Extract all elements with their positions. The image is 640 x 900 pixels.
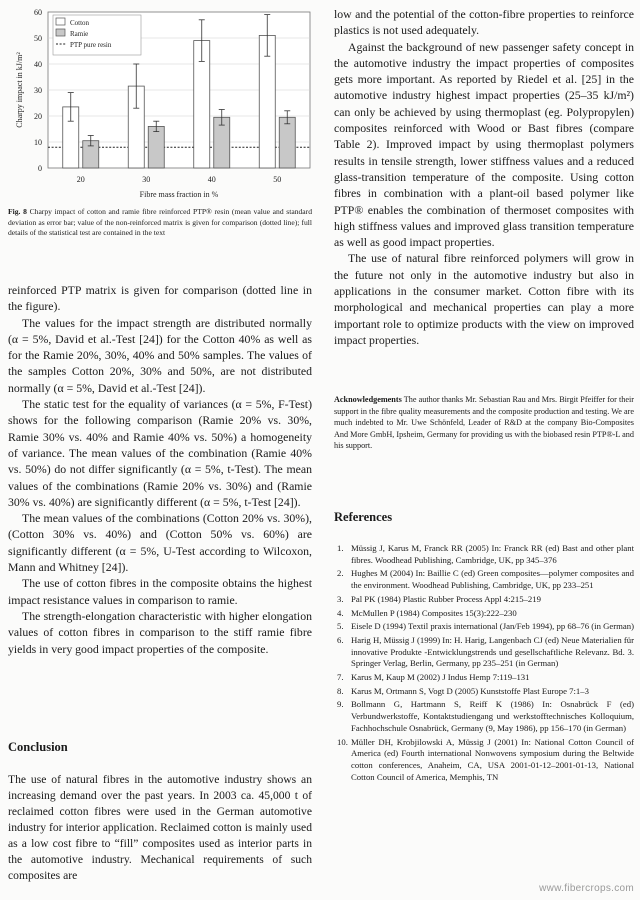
reference-item — [334, 568, 634, 591]
watermark: www.fibercrops.com — [539, 883, 634, 894]
legend-swatch — [56, 29, 65, 36]
left-paragraph: The use of cotton fibres in the composite obtains the highest impact resistance values in comparison to ramie. — [8, 576, 312, 607]
reference-number: 9. — [337, 699, 344, 710]
right-paragraph: Against the background of new passenger safety concept in the automotive industry the impact properties of composites gets more important. As reported by Riedel et al. [25] in the automotive industry highest impact properties (25–35 kJ/m²) can only be achieved by using thermoplast (eg. Polypropylen) composites reinforced with Wood or Bast fibres (compare Table 2). Improved impact by using thermoplast polymers results in tensile strength, lower stiffness values and a reduced glass-transition temperature of the composite. Using cotton fibres in combination with a plant-oil based polymer like PTP® enables the combination of thermoset composites with high stiffness values and improved glass transition temperature as well as good impact properties. — [334, 39, 634, 250]
reference-item — [334, 672, 634, 684]
y-tick-label: 30 — [34, 86, 42, 95]
reference-text: Hughes M (2004) In: Baillie C (ed) Green composites—polymer composites and the environment. Woodhead Publishing, Cambridge, UK, pp 233–251 — [351, 568, 634, 591]
legend-label: PTP pure resin — [70, 41, 112, 49]
y-tick-label: 40 — [34, 60, 42, 69]
reference-number: 1. — [337, 543, 344, 553]
reference-number: 8. — [337, 685, 344, 696]
y-tick-label: 10 — [34, 138, 42, 147]
caption-label: Fig. 8 — [8, 207, 27, 216]
reference-text: Karus M, Kaup M (2002) J Indus Hemp 7:119–131 — [351, 672, 530, 683]
acknowledgements-label: Acknowledgements — [334, 395, 402, 404]
x-tick-label: 30 — [142, 175, 151, 184]
x-tick-label: 40 — [207, 175, 216, 184]
reference-text: Müssig J, Karus M, Franck RR (2005) In: Franck RR (ed) Bast and other plant fibres. Woodhead Publishing, Cambridge, UK, pp 345–376 — [351, 543, 634, 565]
reference-number: 2. — [337, 568, 344, 579]
caption-text: Charpy impact of cotton and ramie fibre reinforced PTP® resin (mean value and standard deviation as error bar; value of the non-reinforced matrix is given for comparison (dotted line); full details of the statistical test are contained in the text — [8, 207, 313, 237]
figure-caption — [8, 207, 312, 239]
reference-item — [334, 635, 634, 670]
reference-list — [334, 543, 634, 785]
left-column-text — [8, 282, 312, 657]
left-paragraph: The strength-elongation characteristic with higher elongation values of cotton fibres in comparison to the stiff ramie fibre yields in very good impact properties of the composite. — [8, 608, 312, 656]
reference-item — [334, 686, 634, 698]
bar-ramie — [279, 117, 295, 168]
legend-box — [53, 15, 141, 55]
right-column-text — [334, 6, 634, 348]
left-paragraph: The static test for the equality of variances (α = 5%, F-Test) shows for the following comparison (Ramie 20% vs. 30%, Ramie 30% vs. 40% and Ramie 40% vs. 50%) a homogeneity of variance. The mean values of the combination (Ramie 40% vs. 50%) do not differ significantly (α = 5%, t-Test). The mean values of the combinations (Ramie 20% vs. 30%) and (Ramie 30% vs. 40%) are significantly different (α = 5%, t-Test [24]). — [8, 397, 312, 509]
legend-label: Cotton — [70, 19, 90, 27]
left-paragraph: The values for the impact strength are distributed normally (α = 5%, David et al.-Test [24]) for the Cotton 40% as well as for the Ramie 20%, 30%, 40% and 50% samples. The values of the samples Cotton 20%, 30% and 50%, are not distributed normally (α = 5%, David et al.-Test [24]). — [8, 315, 312, 395]
reference-item — [334, 621, 634, 633]
reference-text: Müller DH, Krobjilowski A, Müssig J (2001) In: National Cotton Council of America (ed) Fourth international Nonwovens symposium during the Beltwide cotton conferences, Anaheim, CA, USA 2001-01-12–2001-01-13, National Cotton Council of America, Memphis, TN — [351, 736, 634, 782]
reference-text: Karus M, Ortmann S, Vogt D (2005) Kunststoffe Plast Europe 7:1–3 — [351, 685, 589, 696]
legend-swatch — [56, 18, 65, 25]
left-paragraph: reinforced PTP matrix is given for comparison (dotted line in the figure). — [8, 283, 312, 314]
reference-text: McMullen P (1984) Composites 15(3):222–230 — [351, 607, 517, 618]
reference-text: Eisele D (1994) Textil praxis international (Jan/Feb 1994), pp 68–76 (in German) — [351, 621, 634, 632]
reference-item — [334, 737, 634, 784]
y-axis-label: Charpy impact in kJ/m² — [15, 52, 24, 128]
reference-item — [334, 608, 634, 620]
references-heading: References — [334, 510, 393, 524]
right-paragraph: The use of natural fibre reinforced polymers will grow in the future not only in the automotive industry but also in applications in the consumer market. Cotton fibre with its morphological and mechanical properties can play a more important role to optimize products with the view on improved impact properties. — [334, 251, 634, 347]
reference-item — [334, 594, 634, 606]
reference-text: Bollmann G, Hartmann S, Reiff K (1986) In: Osnabrück F (ed) Verbundwerkstoffe, Kontaktstudiengang und werkstofftechnisches Kolloquium, Fachhochschule Osnabrück, Germany (9, May 1986), pp 156–170 (in German) — [351, 699, 634, 733]
impact-chart — [8, 2, 322, 202]
y-tick-label: 20 — [34, 112, 42, 121]
reference-number: 5. — [337, 621, 344, 632]
legend-label: Ramie — [70, 30, 89, 38]
conclusion-paragraph: The use of natural fibres in the automotive industry shows an increasing demand over the past years. In 2003 ca. 45,000 t of reclaimed cotton fibres were used in the German automotive industry for interior application. Reclaimed cotton is mainly used as a low cost fibre to “fill” composites used as interior parts in the automotive industry. Mechanical requirements of such composites are — [8, 773, 312, 882]
conclusion-text — [8, 772, 312, 884]
y-tick-label: 0 — [38, 164, 42, 173]
y-tick-label: 60 — [34, 8, 42, 17]
reference-number: 7. — [337, 672, 344, 683]
bar-ramie — [148, 126, 164, 168]
reference-number: 4. — [337, 607, 344, 618]
reference-text: Pal PK (1984) Plastic Rubber Process Appl 4:215–219 — [351, 593, 541, 604]
x-tick-label: 20 — [76, 175, 85, 184]
y-tick-label: 50 — [34, 34, 42, 43]
reference-number: 6. — [337, 634, 344, 645]
reference-number: 10. — [337, 736, 348, 747]
x-tick-label: 50 — [273, 175, 282, 184]
reference-text: Harig H, Müssig J (1999) In: H. Harig, Langenbach CJ (ed) Neue Materialien für innovative Produkte -Entwicklungstrends und gesellschaftliche Relevanz. Bd. 3. Springer Verlag, Berlin, Germany, pp 235–251 (in German) — [351, 634, 634, 669]
reference-item — [334, 699, 634, 734]
acknowledgements-text: The author thanks Mr. Sebastian Rau and Mrs. Birgit Pfeiffer for their support in the fibre quality measurements and the composite production and testing. We are much indebted to Mr. Uwe Schönfeld, Leader of R&D at the company Bio-Composites And More GmbH, Ipsheim, Germany for providing us with the biobased resin PTP®-L and his support. — [334, 395, 634, 451]
right-paragraph: low and the potential of the cotton-fibre properties to reinforce plastics is not used adequately. — [334, 7, 634, 38]
reference-number: 3. — [337, 593, 344, 604]
x-axis-label: Fibre mass fraction in % — [139, 190, 219, 199]
reference-item — [334, 543, 634, 566]
chart-svg — [8, 2, 322, 202]
acknowledgements — [334, 394, 634, 452]
conclusion-heading: Conclusion — [8, 740, 68, 754]
left-paragraph: The mean values of the combinations (Cotton 20% vs. 30%), (Cotton 30% vs. 40%) and (Cotton 50% vs. 60%) are significantly different (α = 5%, U-Test according to Wilcoxon, Mann and Whitney [24]). — [8, 511, 312, 575]
